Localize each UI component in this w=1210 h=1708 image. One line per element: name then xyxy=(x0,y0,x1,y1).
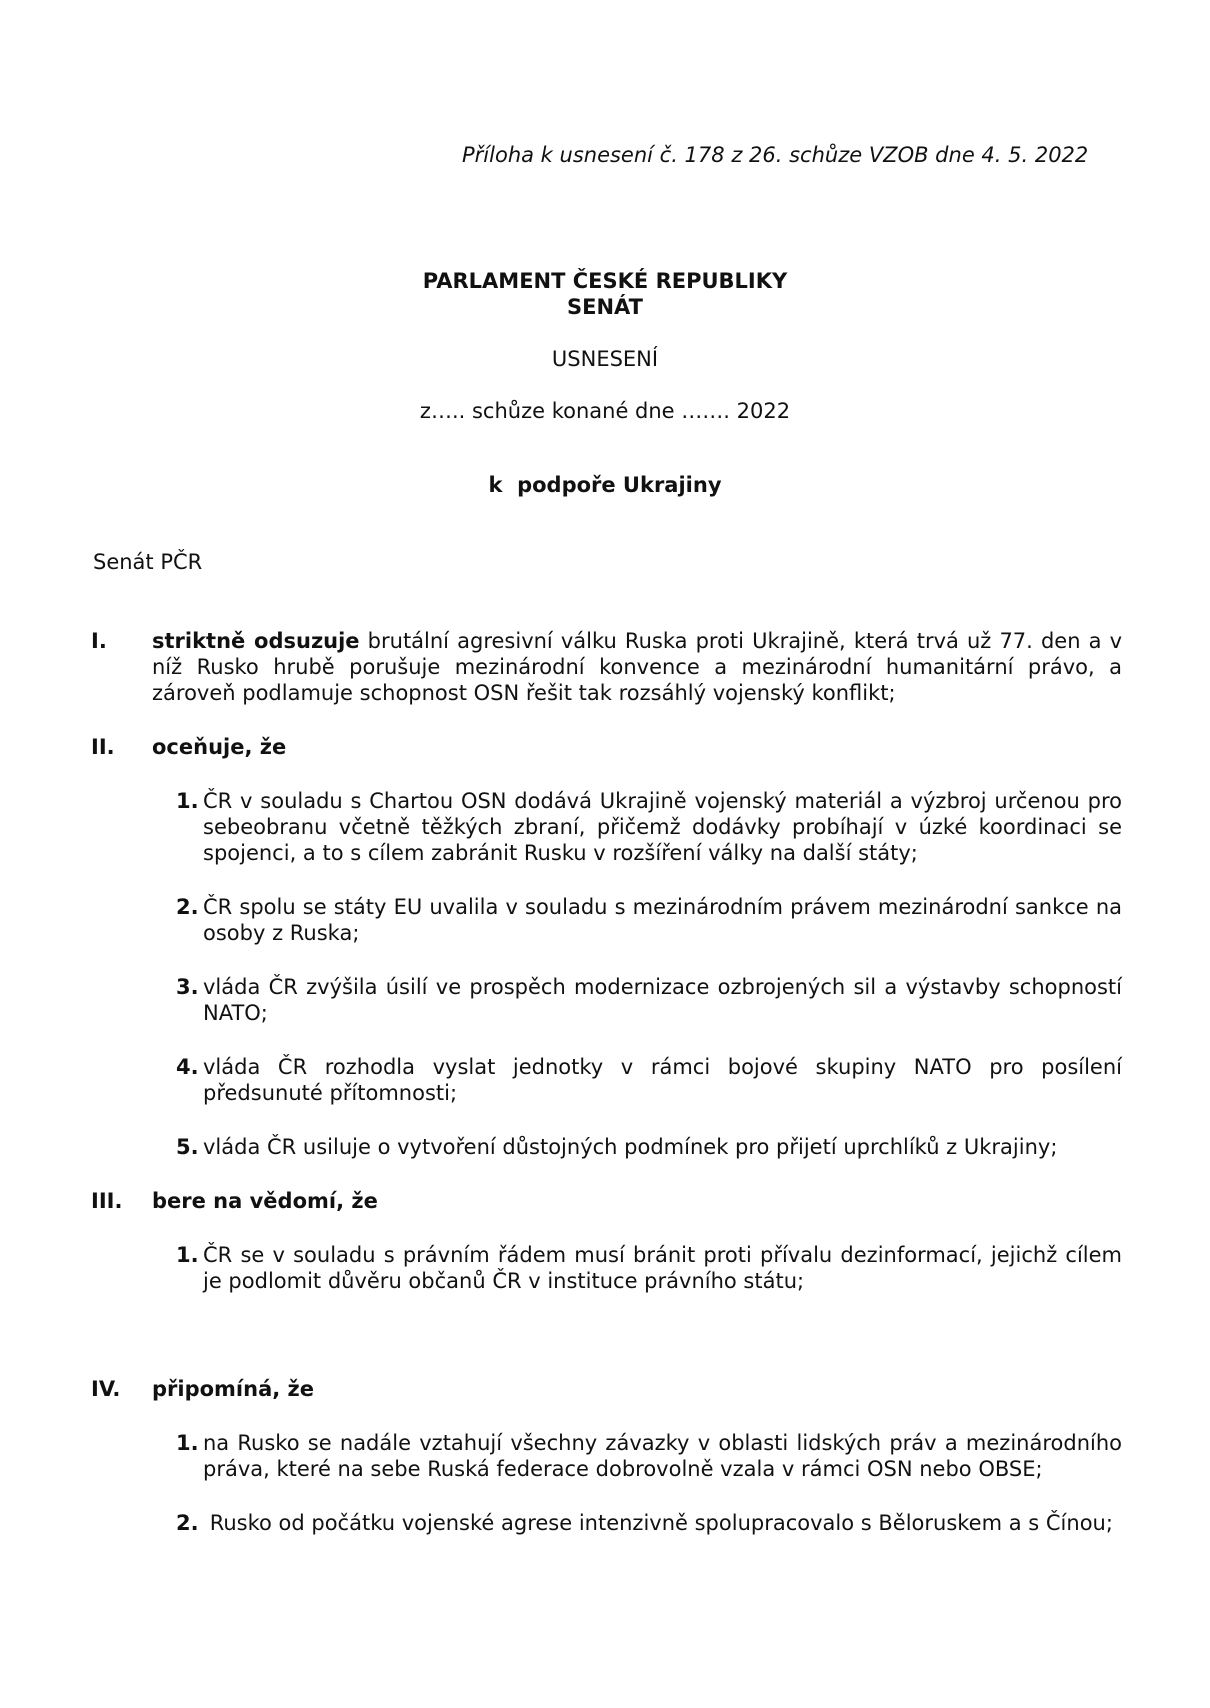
section-body: brutální agresivní válku Ruska proti Ukrajině, která trvá už 77. den a v níž Rusko hrubě porušuje mezinárodní konvence a mezinárodní humanitární právo, a zároveň podlamuje schopnost OSN řešit tak rozsáhlý vojenský konflikt; xyxy=(152,629,1122,705)
issuer: Senát PČR xyxy=(93,550,203,574)
list-item: ČR v souladu s Chartou OSN dodává Ukrajině vojenský materiál a výzbroj určenou pro sebeobranu včetně těžkých zbraní, přičemž dodávky probíhají v úzké koordinaci se spojenci, a to s cílem zabránit Rusku v rozšíření války na další státy; xyxy=(203,789,1122,865)
section-numeral: IV. xyxy=(91,1377,121,1401)
list-item: Rusko od počátku vojenské agrese intenzivně spolupracovalo s Běloruskem a s Čínou; xyxy=(203,1511,1113,1535)
resolution-subject: k podpoře Ukrajiny xyxy=(488,473,722,497)
section-heading: oceňuje, že xyxy=(152,735,287,759)
section-text xyxy=(152,628,1122,706)
session-line: z….. schůze konané dne ……. 2022 xyxy=(419,399,791,423)
section-numeral: III. xyxy=(91,1189,123,1213)
list-item: ČR se v souladu s právním řádem musí bránit proti přívalu dezinformací, jejichž cílem je podlomit důvěru občanů ČR v instituce právního státu; xyxy=(203,1243,1122,1293)
list-item: vláda ČR rozhodla vyslat jednotky v rámci bojové skupiny NATO pro posílení předsunuté přítomnosti; xyxy=(203,1055,1122,1105)
list-item: na Rusko se nadále vztahují všechny závazky v oblasti lidských práv a mezinárodního práva, které na sebe Ruská federace dobrovolně vzala v rámci OSN nebo OBSE; xyxy=(203,1431,1122,1481)
list-item: vláda ČR usiluje o vytvoření důstojných podmínek pro přijetí uprchlíků z Ukrajiny; xyxy=(203,1135,1058,1159)
section-lead: striktně odsuzuje xyxy=(152,629,360,653)
section-heading: bere na vědomí, že xyxy=(152,1189,378,1213)
item-number: 1. xyxy=(176,789,199,813)
institution-title: PARLAMENT ČESKÉ REPUBLIKY xyxy=(422,269,788,293)
list-item: vláda ČR zvýšila úsilí ve prospěch modernizace ozbrojených sil a výstavby schopností NATO; xyxy=(203,975,1122,1025)
attachment-reference: Příloha k usnesení č. 178 z 26. schůze VZOB dne 4. 5. 2022 xyxy=(462,143,1089,167)
item-number: 1. xyxy=(176,1243,199,1267)
item-number: 3. xyxy=(176,975,199,999)
chamber-title: SENÁT xyxy=(567,295,643,319)
section-heading: připomíná, že xyxy=(152,1377,315,1401)
item-number: 2. xyxy=(176,1511,199,1535)
item-number: 1. xyxy=(176,1431,199,1455)
item-number: 2. xyxy=(176,895,199,919)
document-type: USNESENÍ xyxy=(551,347,659,371)
item-number: 5. xyxy=(176,1135,199,1159)
section-numeral: I. xyxy=(91,629,107,653)
item-number: 4. xyxy=(176,1055,199,1079)
list-item: ČR spolu se státy EU uvalila v souladu s mezinárodním právem mezinárodní sankce na osoby z Ruska; xyxy=(203,895,1122,945)
section-numeral: II. xyxy=(91,735,115,759)
